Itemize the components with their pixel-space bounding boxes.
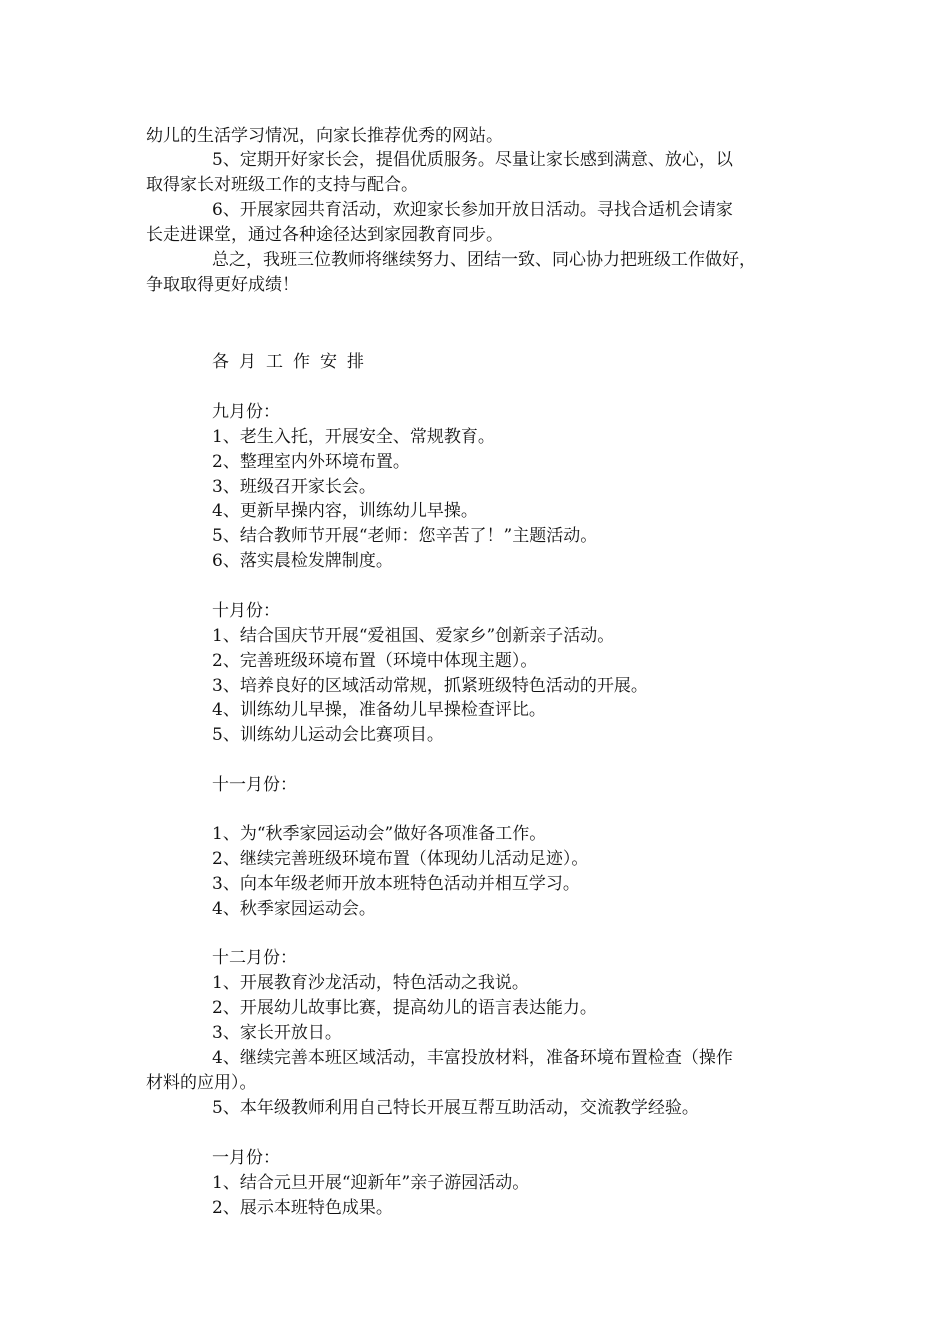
list-item: 2、开展幼儿故事比赛，提高幼儿的语言表达能力。: [212, 998, 597, 1018]
list-item: 1、结合元旦开展“迎新年”亲子游园活动。: [212, 1173, 530, 1193]
intro-item-6-cont: 长走进课堂，通过各种途径达到家园教育同步。: [146, 225, 503, 245]
month-heading-november: 十一月份：: [212, 775, 297, 795]
intro-line: 幼儿的生活学习情况，向家长推荐优秀的网站。: [146, 126, 503, 146]
intro-summary-cont: 争取取得更好成绩！: [146, 275, 299, 295]
month-heading-january: 一月份：: [212, 1148, 280, 1168]
list-item: 3、家长开放日。: [212, 1023, 342, 1043]
month-heading-september: 九月份：: [212, 402, 280, 422]
list-item: 3、培养良好的区域活动常规，抓紧班级特色活动的开展。: [212, 676, 648, 696]
list-item: 1、结合国庆节开展“爱祖国、爱家乡”创新亲子活动。: [212, 626, 615, 646]
list-item: 4、继续完善本班区域活动，丰富投放材料，准备环境布置检查（操作: [212, 1048, 733, 1068]
list-item: 3、向本年级老师开放本班特色活动并相互学习。: [212, 874, 580, 894]
list-item: 1、为“秋季家园运动会”做好各项准备工作。: [212, 824, 547, 844]
list-item: 4、秋季家园运动会。: [212, 899, 376, 919]
list-item: 3、班级召开家长会。: [212, 477, 376, 497]
list-item-cont: 材料的应用）。: [146, 1073, 257, 1093]
intro-item-6: 6、开展家园共育活动，欢迎家长参加开放日活动。寻找合适机会请家: [212, 200, 733, 220]
intro-summary: 总之，我班三位教师将继续努力、团结一致、同心协力把班级工作做好，: [212, 250, 756, 270]
list-item: 6、落实晨检发牌制度。: [212, 551, 393, 571]
intro-item-5: 5、定期开好家长会，提倡优质服务。尽量让家长感到满意、放心，以: [212, 150, 733, 170]
list-item: 2、整理室内外环境布置。: [212, 452, 410, 472]
month-heading-october: 十月份：: [212, 601, 280, 621]
list-item: 1、开展教育沙龙活动，特色活动之我说。: [212, 973, 529, 993]
intro-item-5-cont: 取得家长对班级工作的支持与配合。: [146, 175, 418, 195]
month-heading-december: 十二月份：: [212, 948, 297, 968]
list-item: 2、完善班级环境布置（环境中体现主题）。: [212, 651, 538, 671]
list-item: 2、继续完善班级环境布置（体现幼儿活动足迹）。: [212, 849, 589, 869]
list-item: 4、训练幼儿早操，准备幼儿早操检查评比。: [212, 700, 546, 720]
list-item: 5、本年级教师利用自己特长开展互帮互助活动，交流教学经验。: [212, 1098, 699, 1118]
list-item: 1、老生入托，开展安全、常规教育。: [212, 427, 495, 447]
list-item: 5、训练幼儿运动会比赛项目。: [212, 725, 444, 745]
list-item: 4、更新早操内容，训练幼儿早操。: [212, 501, 478, 521]
list-item: 5、结合教师节开展“老师：您辛苦了！”主题活动。: [212, 526, 598, 546]
list-item: 2、展示本班特色成果。: [212, 1198, 393, 1218]
section-title: 各月工作安排: [212, 352, 374, 372]
